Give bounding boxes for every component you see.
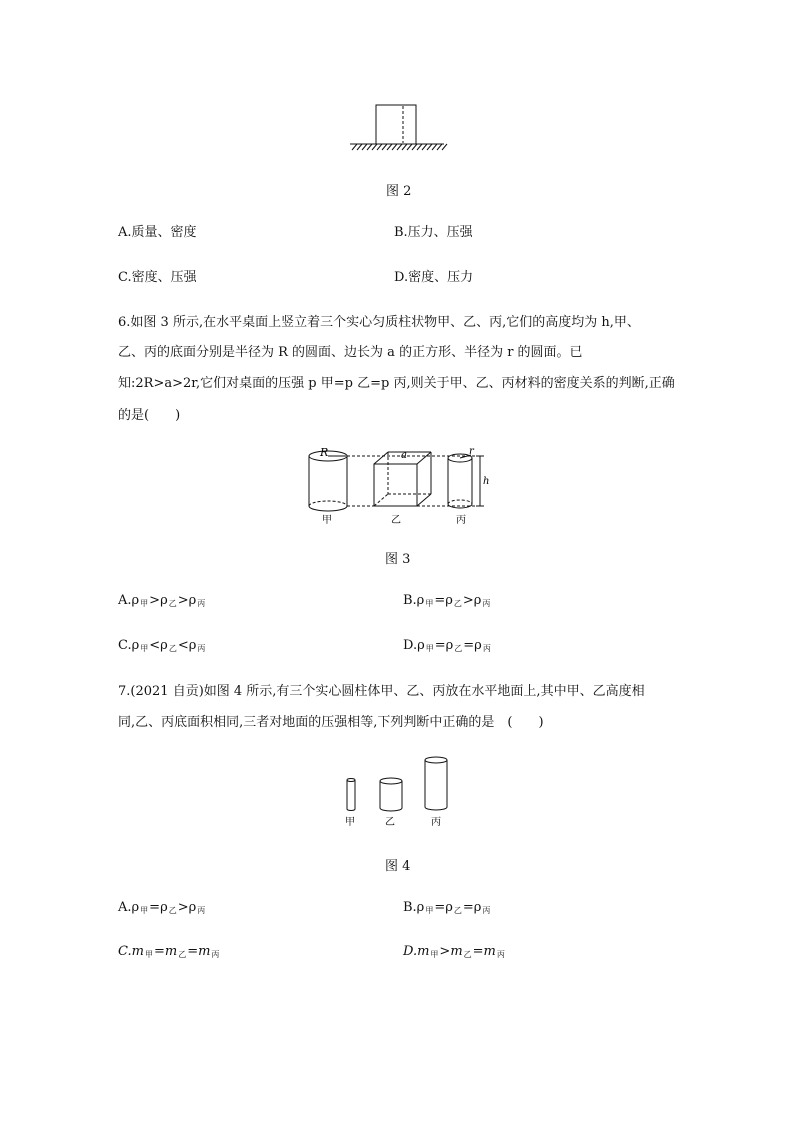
label-jia: 甲: [345, 817, 355, 828]
q6-option-a[interactable]: $A.\rho_甲>\rho_乙>\rho_丙$: [118, 593, 206, 608]
ground-hatch-line: [437, 144, 442, 150]
q7-stem-line-2: 同,乙、丙底面积相同,三者对地面的压强相等,下列判断中正确的是 ( ): [118, 715, 544, 730]
q5-option-a[interactable]: A.质量、密度: [118, 225, 197, 240]
label-h: h: [483, 476, 490, 487]
label-bing: 丙: [431, 817, 441, 828]
q5-option-d[interactable]: D.密度、压力: [394, 270, 474, 285]
q7-stem-line-1: 7.(2021 自贡)如图 4 所示,有三个实心圆柱体甲、乙、丙放在水平地面上,其中甲、乙高度相: [118, 684, 645, 699]
ground-hatch-line: [417, 144, 422, 150]
ground-hatch-line: [427, 144, 432, 150]
label-r: r: [469, 446, 474, 457]
figure-3-caption: 图 3: [385, 552, 411, 567]
ground-hatch-line: [367, 144, 372, 150]
figure-3: [300, 444, 500, 528]
label-a: a: [401, 450, 407, 461]
label-jia: 甲: [322, 515, 332, 526]
label-yi: 乙: [385, 817, 395, 828]
figure-4: [338, 752, 458, 832]
ground-hatch-line: [387, 144, 392, 150]
ground-hatch-line: [382, 144, 387, 150]
ground-hatch-line: [357, 144, 362, 150]
ground-hatch-line: [402, 144, 407, 150]
ground-hatch-line: [392, 144, 397, 150]
q7-option-d[interactable]: $D.m_甲>m_乙=m_丙$: [403, 944, 505, 959]
q7-option-c[interactable]: $C.m_甲=m_乙=m_丙$: [118, 944, 220, 959]
q6-option-b[interactable]: $B.\rho_甲=\rho_乙>\rho_丙$: [403, 593, 491, 608]
ground-hatch-line: [412, 144, 417, 150]
figure-2-caption: 图 2: [386, 184, 412, 199]
ground-hatch-line: [372, 144, 377, 150]
label-R: R: [320, 446, 329, 459]
q6-stem-line-1: 6.如图 3 所示,在水平桌面上竖立着三个实心匀质柱状物甲、乙、丙,它们的高度均为 h,甲、: [118, 315, 640, 330]
label-yi: 乙: [391, 515, 401, 526]
figure-4-caption: 图 4: [385, 859, 411, 874]
q6-option-d[interactable]: $D.\rho_甲=\rho_乙=\rho_丙$: [403, 638, 491, 653]
ground-hatch-line: [442, 144, 447, 150]
ground-hatch-line: [362, 144, 367, 150]
q5-option-b[interactable]: B.压力、压强: [394, 225, 473, 240]
q7-option-b[interactable]: $B.\rho_甲=\rho_乙=\rho_丙$: [403, 900, 491, 915]
q6-option-c[interactable]: $C.\rho_甲<\rho_乙<\rho_丙$: [118, 638, 206, 653]
q6-stem-line-3: 知:2R>a>2r,它们对桌面的压强 p 甲=p 乙=p 丙,则关于甲、乙、丙材料的密度关系的判断,正确: [118, 376, 675, 391]
ground-hatch-line: [407, 144, 412, 150]
ground-hatch-line: [397, 144, 402, 150]
ground-hatch-line: [352, 144, 357, 150]
figure-2: [346, 100, 448, 154]
q6-stem-line-4: 的是( ): [118, 408, 181, 423]
label-bing: 丙: [456, 515, 466, 526]
q7-option-a[interactable]: $A.\rho_甲=\rho_乙>\rho_丙$: [118, 900, 206, 915]
q6-stem-line-2: 乙、丙的底面分别是半径为 R 的圆面、边长为 a 的正方形、半径为 r 的圆面。已: [118, 345, 583, 360]
ground-hatch-line: [422, 144, 427, 150]
ground-hatch-line: [377, 144, 382, 150]
ground-hatch-line: [432, 144, 437, 150]
q5-option-c[interactable]: C.密度、压强: [118, 270, 197, 285]
